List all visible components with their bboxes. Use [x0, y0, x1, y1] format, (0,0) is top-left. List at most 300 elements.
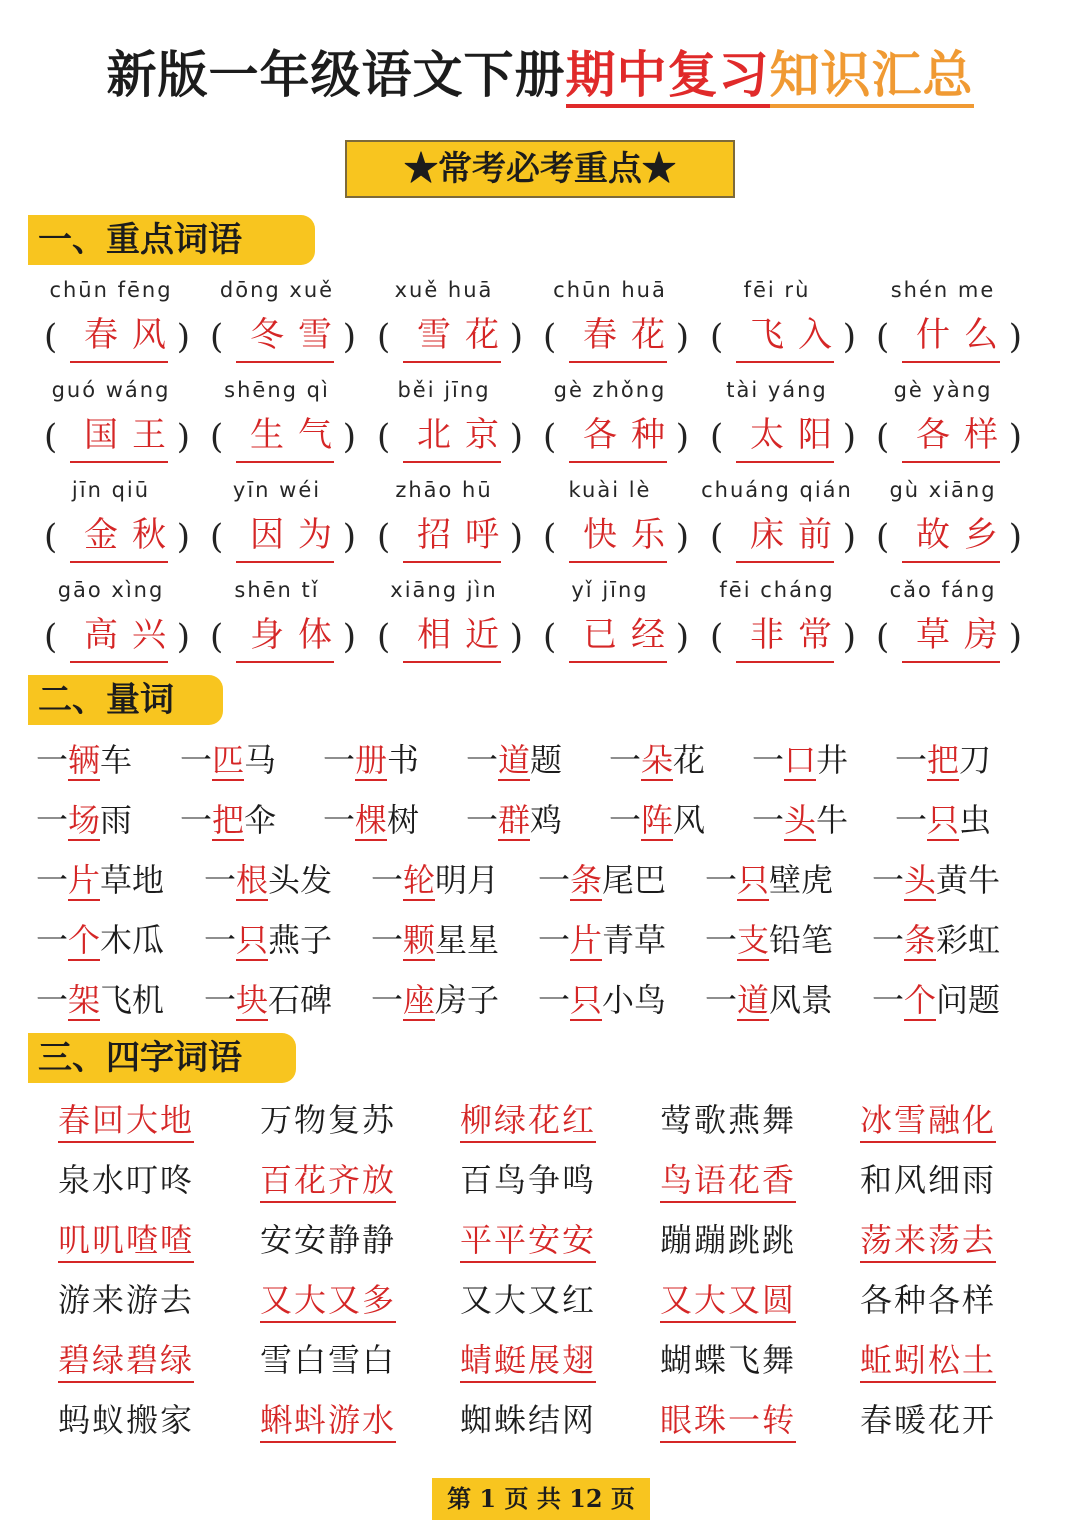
- idiom-text: 和风细雨: [860, 1161, 997, 1199]
- key-word: [28, 475, 194, 575]
- noun: 草地: [100, 861, 165, 899]
- page-number: 第 1 页 共 12 页: [432, 1478, 650, 1520]
- idiom: [58, 1090, 248, 1150]
- word-characters-line: [28, 409, 194, 465]
- key-words-row: [28, 275, 1028, 375]
- noun: 石碑: [268, 981, 333, 1019]
- pinyin-label: xiāng jìn: [390, 578, 498, 602]
- classifier: 块: [236, 981, 269, 1019]
- dash-glyph: 一: [895, 801, 928, 839]
- close-parenthesis: ): [342, 417, 356, 457]
- measure-word-item: [895, 790, 991, 850]
- idiom-text: 春回大地: [58, 1101, 194, 1143]
- dash-glyph: 一: [609, 801, 642, 839]
- dash-glyph: 一: [36, 921, 69, 959]
- measure-word-item: [36, 850, 164, 910]
- word-characters: 雪花: [403, 309, 501, 363]
- word-characters-line: [527, 309, 693, 365]
- noun: 风: [673, 801, 706, 839]
- idiom: [260, 1210, 450, 1270]
- idiom: [260, 1330, 450, 1390]
- pinyin-label: dōng xuě: [219, 278, 335, 302]
- noun: 小鸟: [602, 981, 667, 1019]
- idiom: [460, 1390, 650, 1450]
- open-parenthesis: (: [876, 317, 890, 357]
- pinyin-label: yīn wéi: [232, 478, 322, 502]
- word-characters-line: [694, 409, 860, 465]
- measure-word-item: [705, 970, 833, 1030]
- dash-glyph: 一: [538, 861, 571, 899]
- classifier: 道: [737, 981, 770, 1019]
- idiom-text: 蚂蚁搬家: [58, 1401, 195, 1439]
- classifier: 座: [403, 981, 436, 1019]
- noun: 明月: [435, 861, 500, 899]
- close-parenthesis: ): [342, 517, 356, 557]
- measure-word-item: [204, 910, 332, 970]
- pinyin-label: gè zhǒng: [553, 378, 667, 402]
- noun: 尾巴: [602, 861, 667, 899]
- pinyin-label: yǐ jīng: [571, 578, 649, 602]
- classifier: 架: [68, 981, 101, 1019]
- word-characters: 身体: [236, 609, 334, 663]
- noun: 井: [816, 741, 849, 779]
- noun: 黄牛: [936, 861, 1001, 899]
- open-parenthesis: (: [543, 617, 557, 657]
- key-word: [194, 375, 360, 475]
- pinyin-label: fēi rù: [743, 278, 811, 302]
- dash-glyph: 一: [872, 861, 905, 899]
- idiom: [660, 1330, 850, 1390]
- pinyin-label: gè yàng: [893, 378, 993, 402]
- key-word: [28, 575, 194, 675]
- word-characters-line: [527, 609, 693, 665]
- open-parenthesis: (: [710, 317, 724, 357]
- close-parenthesis: ): [509, 317, 523, 357]
- noun: 壁虎: [769, 861, 834, 899]
- noun: 星星: [435, 921, 500, 959]
- noun: 刀: [959, 741, 992, 779]
- open-parenthesis: (: [377, 317, 391, 357]
- word-characters-line: [860, 609, 1026, 665]
- pinyin-label: gù xiāng: [889, 478, 997, 502]
- word-characters-line: [694, 309, 860, 365]
- word-characters-line: [361, 409, 527, 465]
- word-characters: 床前: [736, 509, 834, 563]
- word-characters-line: [860, 409, 1026, 465]
- classifier: 把: [927, 741, 960, 779]
- close-parenthesis: ): [1008, 417, 1022, 457]
- key-word: [361, 375, 527, 475]
- dash-glyph: 一: [705, 921, 738, 959]
- measure-word-item: [752, 790, 848, 850]
- dash-glyph: 一: [466, 801, 499, 839]
- key-points-banner: ★常考必考重点★: [345, 140, 735, 198]
- open-parenthesis: (: [44, 617, 58, 657]
- idiom: [58, 1390, 248, 1450]
- close-parenthesis: ): [675, 417, 689, 457]
- word-characters-line: [694, 609, 860, 665]
- measure-words-row: [36, 790, 1046, 850]
- idiom: [460, 1270, 650, 1330]
- key-word: [860, 475, 1026, 575]
- measure-word-item: [180, 730, 276, 790]
- measure-word-item: [895, 730, 991, 790]
- dash-glyph: 一: [609, 741, 642, 779]
- key-word: [361, 475, 527, 575]
- idiom: [58, 1270, 248, 1330]
- dash-glyph: 一: [36, 861, 69, 899]
- classifier: 朵: [641, 741, 674, 779]
- dash-glyph: 一: [895, 741, 928, 779]
- classifier: 头: [784, 801, 817, 839]
- open-parenthesis: (: [876, 517, 890, 557]
- classifier: 轮: [403, 861, 436, 899]
- classifier: 条: [904, 921, 937, 959]
- idiom-text: 百花齐放: [260, 1161, 396, 1203]
- word-characters: 北京: [403, 409, 501, 463]
- idiom-text: 冰雪融化: [860, 1101, 996, 1143]
- classifier: 把: [212, 801, 245, 839]
- classifier: 只: [570, 981, 603, 1019]
- dash-glyph: 一: [36, 741, 69, 779]
- pinyin-label: cǎo fáng: [889, 578, 997, 602]
- measure-word-item: [538, 910, 666, 970]
- dash-glyph: 一: [371, 981, 404, 1019]
- classifier: 只: [236, 921, 269, 959]
- measure-word-item: [204, 970, 332, 1030]
- idiom-text: 又大又圆: [660, 1281, 796, 1323]
- classifier: 只: [927, 801, 960, 839]
- noun: 牛: [816, 801, 849, 839]
- pinyin-label: běi jīng: [397, 378, 491, 402]
- idiom-text: 叽叽喳喳: [58, 1221, 194, 1263]
- open-parenthesis: (: [44, 517, 58, 557]
- dash-glyph: 一: [371, 861, 404, 899]
- noun: 伞: [244, 801, 277, 839]
- close-parenthesis: ): [842, 517, 856, 557]
- idiom-text: 游来游去: [58, 1281, 195, 1319]
- idiom-text: 春暖花开: [860, 1401, 997, 1439]
- key-word: [694, 275, 860, 375]
- noun: 车: [100, 741, 133, 779]
- noun: 鸡: [530, 801, 563, 839]
- idiom: [860, 1090, 1050, 1150]
- measure-word-item: [705, 910, 833, 970]
- dash-glyph: 一: [538, 981, 571, 1019]
- measure-words-row: [36, 850, 1046, 910]
- key-word: [860, 375, 1026, 475]
- noun: 木瓜: [100, 921, 165, 959]
- idiom-text: 蹦蹦跳跳: [660, 1221, 797, 1259]
- classifier: 片: [68, 861, 101, 899]
- word-characters: 什么: [902, 309, 1000, 363]
- idiom-text: 万物复苏: [260, 1101, 397, 1139]
- pinyin-label: kuài lè: [568, 478, 652, 502]
- key-word: [361, 275, 527, 375]
- noun: 燕子: [268, 921, 333, 959]
- noun: 花: [673, 741, 706, 779]
- noun: 青草: [602, 921, 667, 959]
- section-heading-idioms: 三、四字词语: [28, 1033, 296, 1083]
- measure-word-item: [538, 970, 666, 1030]
- word-characters: 国王: [70, 409, 168, 463]
- close-parenthesis: ): [1008, 317, 1022, 357]
- noun: 问题: [936, 981, 1001, 1019]
- open-parenthesis: (: [377, 617, 391, 657]
- idiom-text: 鸟语花香: [660, 1161, 796, 1203]
- close-parenthesis: ): [342, 617, 356, 657]
- open-parenthesis: (: [44, 317, 58, 357]
- word-characters: 故乡: [902, 509, 1000, 563]
- idiom: [58, 1150, 248, 1210]
- key-word: [527, 575, 693, 675]
- dash-glyph: 一: [371, 921, 404, 959]
- word-characters: 快乐: [569, 509, 667, 563]
- dash-glyph: 一: [323, 741, 356, 779]
- word-characters-line: [194, 609, 360, 665]
- pinyin-label: fēi cháng: [719, 578, 835, 602]
- idiom-text: 蝴蝶飞舞: [660, 1341, 797, 1379]
- idiom-text: 荡来荡去: [860, 1221, 996, 1263]
- dash-glyph: 一: [466, 741, 499, 779]
- key-word: [527, 275, 693, 375]
- word-characters-line: [527, 409, 693, 465]
- classifier: 条: [570, 861, 603, 899]
- noun: 虫: [959, 801, 992, 839]
- word-characters: 各样: [902, 409, 1000, 463]
- close-parenthesis: ): [675, 517, 689, 557]
- key-words-row: [28, 575, 1028, 675]
- dash-glyph: 一: [204, 981, 237, 1019]
- close-parenthesis: ): [1008, 517, 1022, 557]
- idiom: [460, 1210, 650, 1270]
- close-parenthesis: ): [509, 417, 523, 457]
- title-orange: 知识汇总: [770, 46, 974, 108]
- dash-glyph: 一: [705, 981, 738, 1019]
- noun: 飞机: [100, 981, 165, 1019]
- word-characters: 生气: [236, 409, 334, 463]
- dash-glyph: 一: [204, 921, 237, 959]
- idiom-text: 蜘蛛结网: [460, 1401, 597, 1439]
- open-parenthesis: (: [543, 317, 557, 357]
- measure-word-item: [752, 730, 848, 790]
- word-characters-line: [860, 509, 1026, 565]
- pinyin-label: chuáng qián: [701, 478, 853, 502]
- close-parenthesis: ): [675, 317, 689, 357]
- idiom: [460, 1090, 650, 1150]
- idiom: [660, 1270, 850, 1330]
- classifier: 颗: [403, 921, 436, 959]
- dash-glyph: 一: [36, 801, 69, 839]
- idiom: [260, 1150, 450, 1210]
- open-parenthesis: (: [710, 417, 724, 457]
- close-parenthesis: ): [675, 617, 689, 657]
- classifier: 口: [784, 741, 817, 779]
- idiom: [860, 1390, 1050, 1450]
- idiom: [260, 1090, 450, 1150]
- title-black: 新版一年级语文下册: [106, 46, 566, 104]
- word-characters: 太阳: [736, 409, 834, 463]
- measure-word-item: [466, 730, 562, 790]
- open-parenthesis: (: [44, 417, 58, 457]
- open-parenthesis: (: [710, 517, 724, 557]
- close-parenthesis: ): [176, 417, 190, 457]
- idiom: [260, 1270, 450, 1330]
- noun: 树: [387, 801, 420, 839]
- word-characters: 春风: [70, 309, 168, 363]
- pinyin-label: zhāo hū: [395, 478, 493, 502]
- word-characters-line: [194, 509, 360, 565]
- noun: 马: [244, 741, 277, 779]
- word-characters: 相近: [403, 609, 501, 663]
- close-parenthesis: ): [509, 517, 523, 557]
- idiom-text: 泉水叮咚: [58, 1161, 195, 1199]
- dash-glyph: 一: [323, 801, 356, 839]
- key-words-row: [28, 375, 1028, 475]
- word-characters-line: [361, 509, 527, 565]
- open-parenthesis: (: [377, 517, 391, 557]
- measure-word-item: [36, 910, 164, 970]
- open-parenthesis: (: [210, 517, 224, 557]
- noun: 风景: [769, 981, 834, 1019]
- idiom: [860, 1210, 1050, 1270]
- noun: 铅笔: [769, 921, 834, 959]
- dash-glyph: 一: [538, 921, 571, 959]
- word-characters-line: [28, 509, 194, 565]
- close-parenthesis: ): [1008, 617, 1022, 657]
- key-word: [194, 475, 360, 575]
- close-parenthesis: ): [342, 317, 356, 357]
- idiom-text: 眼珠一转: [660, 1401, 796, 1443]
- idiom-text: 又大又多: [260, 1281, 396, 1323]
- key-word: [694, 575, 860, 675]
- open-parenthesis: (: [210, 317, 224, 357]
- classifier: 只: [737, 861, 770, 899]
- noun: 雨: [100, 801, 133, 839]
- dash-glyph: 一: [872, 981, 905, 1019]
- word-characters-line: [194, 309, 360, 365]
- word-characters: 已经: [569, 609, 667, 663]
- measure-word-item: [180, 790, 276, 850]
- dash-glyph: 一: [872, 921, 905, 959]
- idiom-text: 各种各样: [860, 1281, 997, 1319]
- idiom-text: 蜻蜓展翅: [460, 1341, 596, 1383]
- idiom-text: 百鸟争鸣: [460, 1161, 597, 1199]
- measure-word-item: [371, 970, 499, 1030]
- key-word: [28, 375, 194, 475]
- measure-word-item: [323, 790, 419, 850]
- classifier: 支: [737, 921, 770, 959]
- pinyin-label: chūn fēng: [49, 278, 173, 302]
- open-parenthesis: (: [543, 417, 557, 457]
- close-parenthesis: ): [842, 417, 856, 457]
- idiom: [860, 1330, 1050, 1390]
- key-word: [694, 475, 860, 575]
- classifier: 头: [904, 861, 937, 899]
- idiom: [660, 1390, 850, 1450]
- open-parenthesis: (: [543, 517, 557, 557]
- dash-glyph: 一: [204, 861, 237, 899]
- close-parenthesis: ): [176, 617, 190, 657]
- open-parenthesis: (: [210, 417, 224, 457]
- classifier: 根: [236, 861, 269, 899]
- idiom: [860, 1270, 1050, 1330]
- close-parenthesis: ): [176, 317, 190, 357]
- idiom-text: 碧绿碧绿: [58, 1341, 194, 1383]
- dash-glyph: 一: [180, 801, 213, 839]
- idiom: [460, 1330, 650, 1390]
- idiom: [460, 1150, 650, 1210]
- idiom-text: 蚯蚓松土: [860, 1341, 996, 1383]
- word-characters: 各种: [569, 409, 667, 463]
- word-characters: 非常: [736, 609, 834, 663]
- key-word: [694, 375, 860, 475]
- classifier: 群: [498, 801, 531, 839]
- idiom: [660, 1090, 850, 1150]
- classifier: 个: [68, 921, 101, 959]
- classifier: 辆: [68, 741, 101, 779]
- word-characters: 金秋: [70, 509, 168, 563]
- pinyin-label: xuě huā: [394, 278, 494, 302]
- pinyin-label: tài yáng: [726, 378, 828, 402]
- idiom: [860, 1150, 1050, 1210]
- measure-words-row: [36, 730, 1046, 790]
- dash-glyph: 一: [705, 861, 738, 899]
- dash-glyph: 一: [180, 741, 213, 779]
- measure-words-row: [36, 910, 1046, 970]
- key-word: [361, 575, 527, 675]
- classifier: 匹: [212, 741, 245, 779]
- pinyin-label: shén me: [890, 278, 996, 302]
- word-characters-line: [28, 609, 194, 665]
- word-characters-line: [361, 309, 527, 365]
- measure-word-item: [705, 850, 833, 910]
- dash-glyph: 一: [752, 801, 785, 839]
- word-characters: 招呼: [403, 509, 501, 563]
- word-characters: 飞入: [736, 309, 834, 363]
- dash-glyph: 一: [36, 981, 69, 1019]
- pinyin-label: shēn tǐ: [234, 578, 320, 602]
- measure-word-item: [609, 790, 705, 850]
- idiom-text: 雪白雪白: [260, 1341, 397, 1379]
- idiom: [660, 1210, 850, 1270]
- word-characters-line: [361, 609, 527, 665]
- noun: 头发: [268, 861, 333, 899]
- section-heading-measure-words: 二、量词: [28, 675, 223, 725]
- idiom-text: 又大又红: [460, 1281, 597, 1319]
- noun: 书: [387, 741, 420, 779]
- idiom: [260, 1390, 450, 1450]
- measure-word-item: [872, 910, 1000, 970]
- measure-word-item: [323, 730, 419, 790]
- noun: 彩虹: [936, 921, 1001, 959]
- classifier: 片: [570, 921, 603, 959]
- word-characters: 春花: [569, 309, 667, 363]
- pinyin-label: chūn huā: [553, 278, 667, 302]
- measure-word-item: [371, 910, 499, 970]
- key-words-row: [28, 475, 1028, 575]
- word-characters: 高兴: [70, 609, 168, 663]
- key-word: [527, 475, 693, 575]
- measure-word-item: [538, 850, 666, 910]
- noun: 题: [530, 741, 563, 779]
- close-parenthesis: ): [842, 317, 856, 357]
- dash-glyph: 一: [752, 741, 785, 779]
- idiom-text: 莺歌燕舞: [660, 1101, 797, 1139]
- open-parenthesis: (: [710, 617, 724, 657]
- pinyin-label: gāo xìng: [57, 578, 165, 602]
- word-characters: 草房: [902, 609, 1000, 663]
